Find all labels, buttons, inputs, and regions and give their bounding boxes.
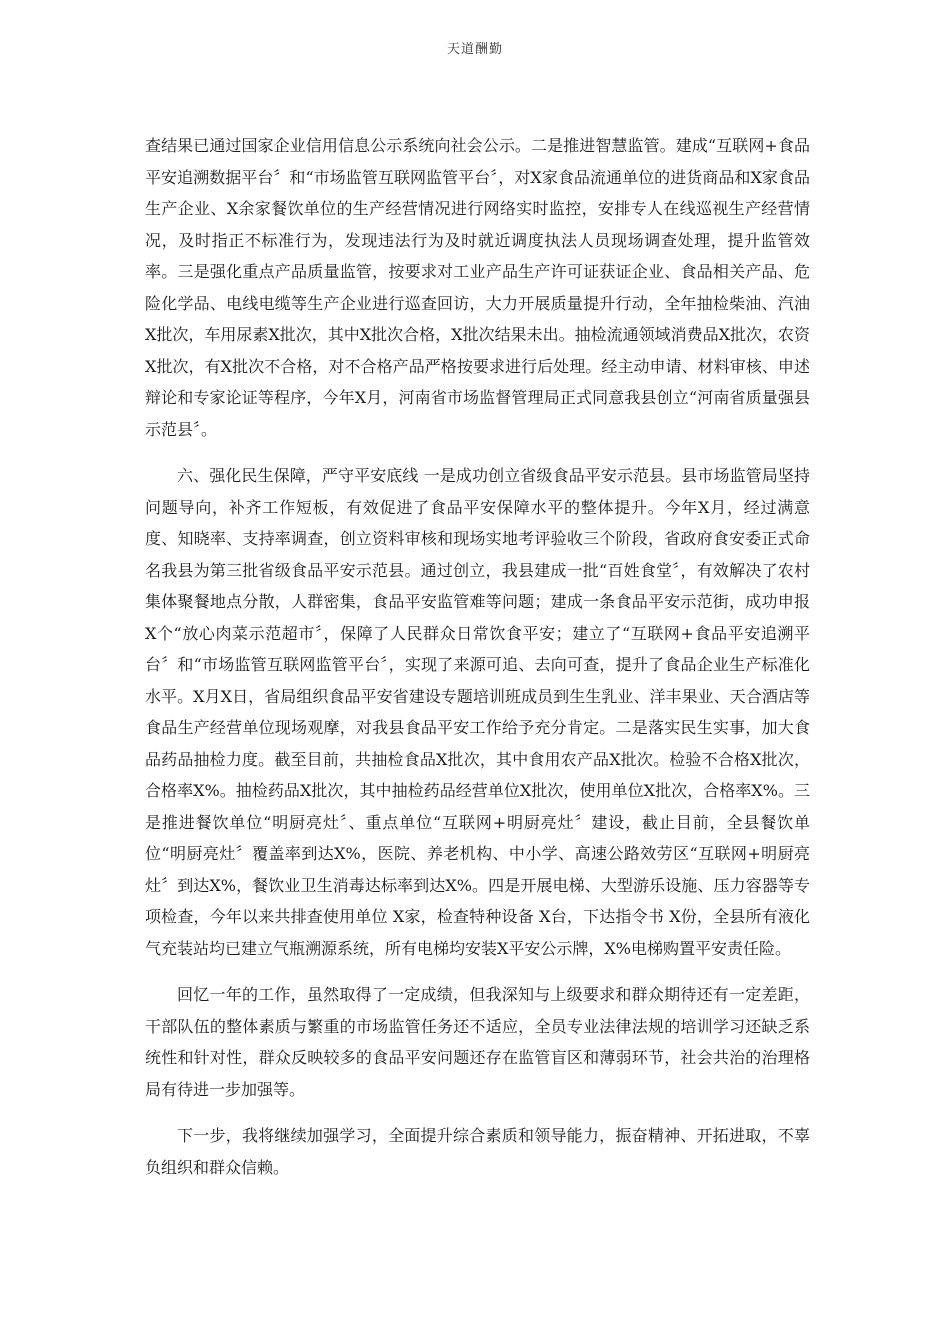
paragraph-review: 回忆一年的工作，虽然取得了一定成绩，但我深知与上级要求和群众期待还有一定差距，干部队伍的整体素质与繁重的市场监管任务还不适应，全员专业法律法规的培训学习还缺乏系统性和针对性，群众反映较多的食品平安问题还存在监管盲区和薄弱环节，社会共治的治理格局有待进一步加强等。 [145,985,810,1099]
paragraph-section-six: 六、强化民生保障，严守平安底线 一是成功创立省级食品平安示范县。县市场监管局坚持问题导向，补齐工作短板，有效促进了食品平安保障水平的整体提升。今年X月，经过满意度、知晓率、支持率调查，创立资料审核和现场实地考评验收三个阶段，省政府食安委正式命名我县为第三批省级食品平安示范县。通过创立，我县建成一批“百姓食堂〞，有效解决了农村集体聚餐地点分散，人群密集，食品平安监管难等问题；建成一条食品平安示范街，成功申报X个“放心肉菜示范超市〞，保障了人民群众日常饮食平安；建立了“互联网+食品平安追溯平台〞和“市场监管互联网监管平台〞，实现了来源可追、去向可查，提升了食品企业生产标准化水平。X月X日，省局组织食品平安省建设专题培训班成员到生生乳业、洋丰果业、天合酒店等食品生产经营单位现场观摩，对我县食品平安工作给予充分肯定。二是落实民生实事，加大食品药品抽检力度。截至目前，共抽检食品X批次，其中食用农产品X批次。检验不合格X批次，合格率X%。抽检药品X批次，其中抽检药品经营单位X批次，使用单位X批次，合格率X%。三是推进餐饮单位“明厨亮灶〞、重点单位“互联网+明厨亮灶〞建设，截止目前，全县餐饮单位“明厨亮灶〞覆盖率到达X%，医院、养老机构、中小学、高速公路效劳区“互联网+明厨亮灶〞到达X%，餐饮业卫生消毒达标率到达X%。四是开展电梯、大型游乐设施、压力容器等专项检查，今年以来共排查使用单位 X家，检查特种设备 X台，下达指令书 X份，全县所有液化气充装站均已建立气瓶溯源系统，所有电梯均安装X平安公示牌，X%电梯购置平安责任险。 [145,466,810,958]
paragraph-next-step: 下一步，我将继续加强学习，全面提升综合素质和领导能力，振奋精神、开拓进取，不辜负组织和群众信赖。 [145,1126,810,1177]
document-body [145,130,810,1183]
page-header: 天道酬勤 [446,42,503,57]
paragraph-continuation: 查结果已通过国家企业信用信息公示系统向社会公示。二是推进智慧监管。建成“互联网+食品平安追溯数据平台〞和“市场监管互联网监管平台〞，对X家食品流通单位的进货商品和X家食品生产企业、X余家餐饮单位的生产经营情况进行网络实时监控，安排专人在线巡视生产经营情况，及时指正不标准行为，发现违法行为及时就近调度执法人员现场调查处理，提升监管效率。三是强化重点产品质量监管，按要求对工业产品生产许可证获证企业、食品相关产品、危险化学品、电线电缆等生产企业进行巡查回访，大力开展质量提升行动，全年抽检柴油、汽油X批次，车用尿素X批次，其中X批次合格，X批次结果未出。抽检流通领域消费品X批次，农资X批次，有X批次不合格，对不合格产品严格按要求进行后处理。经主动申请、材料审核、申述辩论和专家论证等程序，今年X月，河南省市场监督管理局正式同意我县创立“河南省质量强县示范县〞。 [145,136,810,439]
